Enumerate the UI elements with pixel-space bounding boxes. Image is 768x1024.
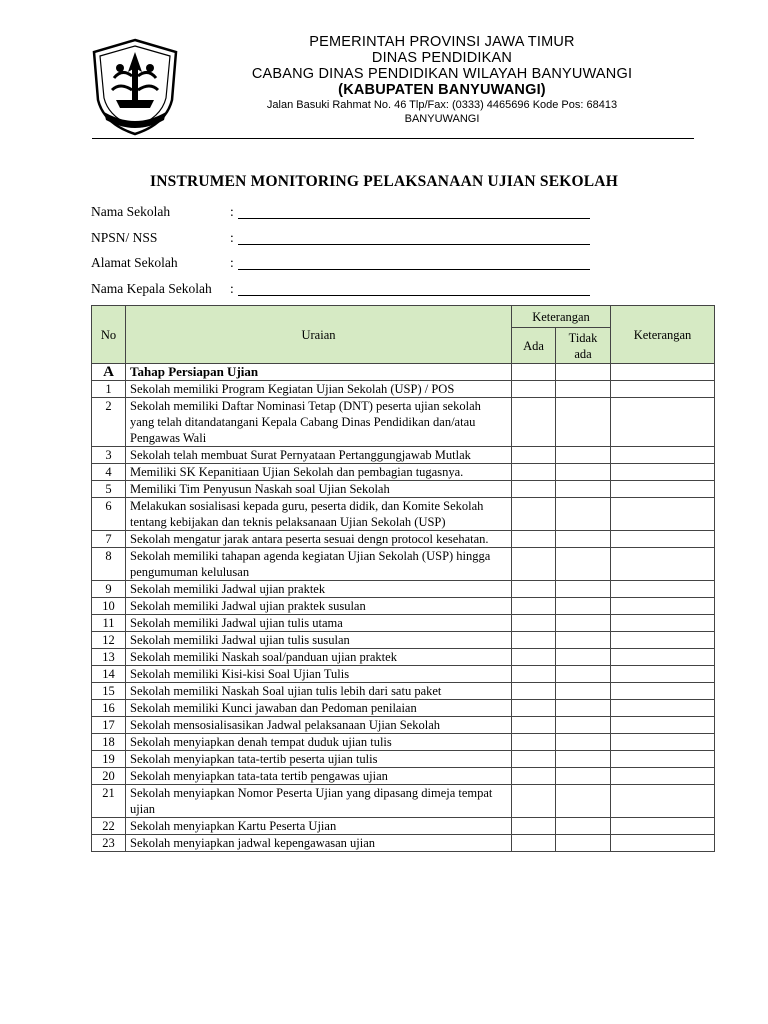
field-colon: : xyxy=(230,280,234,296)
check-tidak-ada-cell[interactable] xyxy=(556,447,611,464)
notes-cell[interactable] xyxy=(611,398,715,447)
check-tidak-ada-cell[interactable] xyxy=(556,835,611,852)
table-row xyxy=(92,447,715,464)
check-ada-cell[interactable] xyxy=(512,751,556,768)
header-tidak-ada: Tidak ada xyxy=(556,328,611,364)
row-description: Sekolah memiliki Kunci jawaban dan Pedoman penilaian xyxy=(126,700,512,717)
letterhead-branch: CABANG DINAS PENDIDIKAN WILAYAH BANYUWANGI xyxy=(251,66,633,82)
check-tidak-ada-cell[interactable] xyxy=(556,717,611,734)
check-tidak-ada-cell[interactable] xyxy=(556,364,611,381)
field-blank-line[interactable] xyxy=(238,204,590,219)
letterhead-address: Jalan Basuki Rahmat No. 46 Tlp/Fax: (0333) 4465696 Kode Pos: 68413 xyxy=(266,99,618,111)
field-colon: : xyxy=(230,229,234,245)
row-description: Sekolah menyiapkan Kartu Peserta Ujian xyxy=(126,818,512,835)
table-row xyxy=(92,581,715,598)
field-blank-line[interactable] xyxy=(238,255,590,270)
letterhead-government: PEMERINTAH PROVINSI JAWA TIMUR xyxy=(309,34,575,50)
document-title: INSTRUMEN MONITORING PELAKSANAAN UJIAN SEKOLAH xyxy=(150,173,618,190)
field-label: Alamat Sekolah xyxy=(91,255,178,270)
check-tidak-ada-cell[interactable] xyxy=(556,751,611,768)
letterhead-city: BANYUWANGI xyxy=(404,113,480,125)
check-tidak-ada-cell[interactable] xyxy=(556,768,611,785)
notes-cell[interactable] xyxy=(611,835,715,852)
check-tidak-ada-cell[interactable] xyxy=(556,581,611,598)
notes-cell[interactable] xyxy=(611,717,715,734)
notes-cell[interactable] xyxy=(611,548,715,581)
table-row xyxy=(92,785,715,818)
check-tidak-ada-cell[interactable] xyxy=(556,649,611,666)
row-description: Sekolah menyiapkan Nomor Peserta Ujian yang dipasang dimeja tempat ujian xyxy=(126,785,512,818)
row-number: 3 xyxy=(92,447,126,464)
field-npsn xyxy=(91,230,590,256)
row-number: 18 xyxy=(92,734,126,751)
row-description: Memiliki Tim Penyusun Naskah soal Ujian Sekolah xyxy=(126,481,512,498)
field-label: Nama Sekolah xyxy=(91,204,171,219)
check-tidak-ada-cell[interactable] xyxy=(556,381,611,398)
check-tidak-ada-cell[interactable] xyxy=(556,531,611,548)
table-row xyxy=(92,717,715,734)
row-description: Sekolah mengatur jarak antara peserta sesuai dengn protocol kesehatan. xyxy=(126,531,512,548)
check-ada-cell[interactable] xyxy=(512,768,556,785)
row-number: 15 xyxy=(92,683,126,700)
field-colon: : xyxy=(230,204,234,219)
row-number: 2 xyxy=(92,398,126,447)
row-number: 12 xyxy=(92,632,126,649)
notes-cell[interactable] xyxy=(611,447,715,464)
row-description: Sekolah memiliki Jadwal ujian tulis susulan xyxy=(126,632,512,649)
notes-cell[interactable] xyxy=(611,581,715,598)
check-ada-cell[interactable] xyxy=(512,398,556,447)
row-description: Sekolah memiliki Naskah Soal ujian tulis lebih dari satu paket xyxy=(126,683,512,700)
check-tidak-ada-cell[interactable] xyxy=(556,700,611,717)
row-description: Sekolah memiliki Jadwal ujian praktek susulan xyxy=(126,598,512,615)
table-row xyxy=(92,768,715,785)
check-ada-cell[interactable] xyxy=(512,734,556,751)
provincial-emblem-logo xyxy=(92,38,178,136)
check-tidak-ada-cell[interactable] xyxy=(556,464,611,481)
row-number: 19 xyxy=(92,751,126,768)
row-description: Sekolah memiliki Jadwal ujian tulis utama xyxy=(126,615,512,632)
field-label: NPSN/ NSS xyxy=(91,229,158,245)
check-ada-cell[interactable] xyxy=(512,464,556,481)
row-number: 23 xyxy=(92,835,126,852)
field-blank-line[interactable] xyxy=(238,281,590,296)
check-ada-cell[interactable] xyxy=(512,615,556,632)
table-row xyxy=(92,666,715,683)
check-ada-cell[interactable] xyxy=(512,581,556,598)
row-description: Memiliki SK Kepanitiaan Ujian Sekolah dan pembagian tugasnya. xyxy=(126,464,512,481)
row-number: 21 xyxy=(92,785,126,818)
row-number: 1 xyxy=(92,381,126,398)
row-description: Sekolah menyiapkan tata-tata tertib pengawas ujian xyxy=(126,768,512,785)
check-ada-cell[interactable] xyxy=(512,649,556,666)
section-code: A xyxy=(92,364,126,381)
table-row xyxy=(92,632,715,649)
section-title: Tahap Persiapan Ujian xyxy=(126,364,512,381)
row-description: Sekolah menyiapkan tata-tertib peserta ujian tulis xyxy=(126,751,512,768)
table-row xyxy=(92,464,715,481)
row-number: 14 xyxy=(92,666,126,683)
table-row xyxy=(92,818,715,835)
check-ada-cell[interactable] xyxy=(512,548,556,581)
check-ada-cell[interactable] xyxy=(512,531,556,548)
table-row xyxy=(92,498,715,531)
notes-cell[interactable] xyxy=(611,481,715,498)
check-tidak-ada-cell[interactable] xyxy=(556,818,611,835)
table-row xyxy=(92,615,715,632)
check-tidak-ada-cell[interactable] xyxy=(556,398,611,447)
notes-cell[interactable] xyxy=(611,734,715,751)
check-ada-cell[interactable] xyxy=(512,364,556,381)
notes-cell[interactable] xyxy=(611,649,715,666)
table-row xyxy=(92,683,715,700)
check-ada-cell[interactable] xyxy=(512,717,556,734)
row-number: 10 xyxy=(92,598,126,615)
notes-cell[interactable] xyxy=(611,632,715,649)
header-no: No xyxy=(92,306,126,364)
field-label: Nama Kepala Sekolah xyxy=(91,280,212,296)
table-row xyxy=(92,598,715,615)
field-blank-line[interactable] xyxy=(238,230,590,245)
row-description: Sekolah menyiapkan denah tempat duduk ujian tulis xyxy=(126,734,512,751)
notes-cell[interactable] xyxy=(611,700,715,717)
row-number: 17 xyxy=(92,717,126,734)
table-row xyxy=(92,481,715,498)
row-description: Sekolah memiliki Naskah soal/panduan ujian praktek xyxy=(126,649,512,666)
row-number: 16 xyxy=(92,700,126,717)
row-number: 7 xyxy=(92,531,126,548)
monitoring-table xyxy=(91,305,715,852)
header-uraian: Uraian xyxy=(126,306,512,364)
row-description: Sekolah memiliki Kisi-kisi Soal Ujian Tulis xyxy=(126,666,512,683)
row-number: 4 xyxy=(92,464,126,481)
notes-cell[interactable] xyxy=(611,598,715,615)
row-description: Sekolah mensosialisasikan Jadwal pelaksanaan Ujian Sekolah xyxy=(126,717,512,734)
letterhead xyxy=(92,28,694,136)
check-ada-cell[interactable] xyxy=(512,785,556,818)
check-tidak-ada-cell[interactable] xyxy=(556,498,611,531)
row-description: Melakukan sosialisasi kepada guru, peserta didik, dan Komite Sekolah tentang kebijakan dan teknis pelaksanaan Ujian Sekolah (USP) xyxy=(126,498,512,531)
table-row xyxy=(92,751,715,768)
notes-cell[interactable] xyxy=(611,498,715,531)
check-ada-cell[interactable] xyxy=(512,835,556,852)
table-row xyxy=(92,398,715,447)
row-description: Sekolah telah membuat Surat Pernyataan Pertanggungjawab Mutlak xyxy=(126,447,512,464)
check-tidak-ada-cell[interactable] xyxy=(556,548,611,581)
table-row xyxy=(92,649,715,666)
notes-cell[interactable] xyxy=(611,666,715,683)
check-ada-cell[interactable] xyxy=(512,598,556,615)
notes-cell[interactable] xyxy=(611,818,715,835)
row-description: Sekolah memiliki Program Kegiatan Ujian Sekolah (USP) / POS xyxy=(126,381,512,398)
check-tidak-ada-cell[interactable] xyxy=(556,632,611,649)
check-tidak-ada-cell[interactable] xyxy=(556,734,611,751)
check-ada-cell[interactable] xyxy=(512,632,556,649)
school-identity-fields xyxy=(91,204,590,306)
field-school-address xyxy=(91,255,590,281)
notes-cell[interactable] xyxy=(611,464,715,481)
letterhead-divider xyxy=(92,138,694,139)
notes-cell[interactable] xyxy=(611,785,715,818)
check-tidak-ada-cell[interactable] xyxy=(556,666,611,683)
row-number: 22 xyxy=(92,818,126,835)
row-number: 13 xyxy=(92,649,126,666)
row-description: Sekolah memiliki Jadwal ujian praktek xyxy=(126,581,512,598)
notes-cell[interactable] xyxy=(611,751,715,768)
letterhead-agency: DINAS PENDIDIKAN xyxy=(371,50,513,66)
field-principal-name xyxy=(91,281,590,307)
table-row xyxy=(92,734,715,751)
table-row xyxy=(92,531,715,548)
row-number: 9 xyxy=(92,581,126,598)
check-ada-cell[interactable] xyxy=(512,818,556,835)
check-ada-cell[interactable] xyxy=(512,381,556,398)
check-tidak-ada-cell[interactable] xyxy=(556,785,611,818)
notes-cell[interactable] xyxy=(611,381,715,398)
header-keterangan: Keterangan xyxy=(611,306,715,364)
letterhead-regency: (KABUPATEN BANYUWANGI) xyxy=(338,82,546,98)
row-number: 11 xyxy=(92,615,126,632)
check-ada-cell[interactable] xyxy=(512,683,556,700)
notes-cell[interactable] xyxy=(611,531,715,548)
notes-cell[interactable] xyxy=(611,615,715,632)
check-ada-cell[interactable] xyxy=(512,447,556,464)
notes-cell[interactable] xyxy=(611,364,715,381)
letterhead-text xyxy=(192,34,692,126)
row-number: 6 xyxy=(92,498,126,531)
check-ada-cell[interactable] xyxy=(512,700,556,717)
header-ada: Ada xyxy=(512,328,556,364)
row-number: 20 xyxy=(92,768,126,785)
field-colon: : xyxy=(230,255,234,270)
notes-cell[interactable] xyxy=(611,683,715,700)
section-row xyxy=(92,364,715,381)
header-keterangan-group: Keterangan xyxy=(512,306,611,328)
field-school-name xyxy=(91,204,590,230)
check-tidak-ada-cell[interactable] xyxy=(556,598,611,615)
row-description: Sekolah memiliki Daftar Nominasi Tetap (DNT) peserta ujian sekolah yang telah ditandatangani Kepala Cabang Dinas Pendidikan dan/atau Pengawas Wali xyxy=(126,398,512,447)
check-ada-cell[interactable] xyxy=(512,666,556,683)
row-description: Sekolah menyiapkan jadwal kepengawasan ujian xyxy=(126,835,512,852)
check-tidak-ada-cell[interactable] xyxy=(556,481,611,498)
table-row xyxy=(92,548,715,581)
table-row xyxy=(92,381,715,398)
check-tidak-ada-cell[interactable] xyxy=(556,683,611,700)
row-description: Sekolah memiliki tahapan agenda kegiatan Ujian Sekolah (USP) hingga pengumuman kelulusan xyxy=(126,548,512,581)
notes-cell[interactable] xyxy=(611,768,715,785)
table-row xyxy=(92,835,715,852)
row-number: 5 xyxy=(92,481,126,498)
check-ada-cell[interactable] xyxy=(512,481,556,498)
check-ada-cell[interactable] xyxy=(512,498,556,531)
table-row xyxy=(92,700,715,717)
row-number: 8 xyxy=(92,548,126,581)
check-tidak-ada-cell[interactable] xyxy=(556,615,611,632)
